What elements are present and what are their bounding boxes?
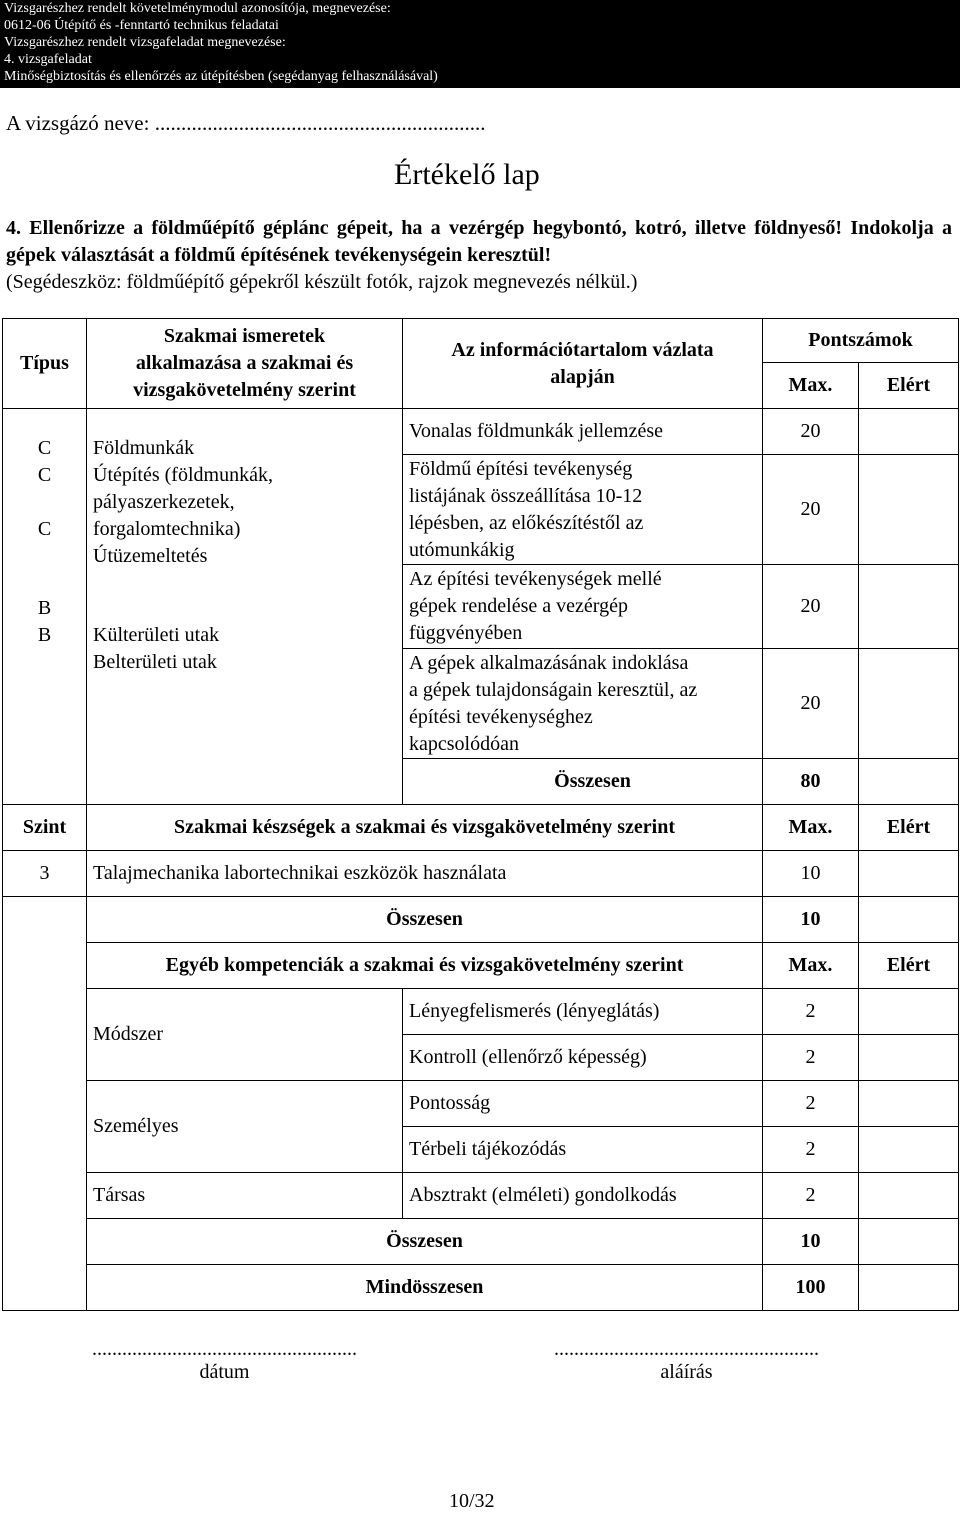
candidate-name-line: A vizsgázó neve: ............................................................... — [6, 111, 486, 135]
page-title: Értékelő lap — [394, 158, 540, 191]
competency-max: 2 — [763, 1035, 859, 1081]
skill-achieved — [859, 851, 959, 897]
competency-achieved — [859, 1173, 959, 1219]
signature-block — [554, 1338, 819, 1384]
signature-dots: ..................................................... — [554, 1338, 819, 1360]
info-header: Az információtartalom vázlata alapján — [403, 319, 763, 409]
competency-achieved — [859, 1035, 959, 1081]
item-achieved — [859, 409, 959, 455]
item-text: Földmű építési tevékenység listájának összeállítása 10-12 lépésben, az előkészítéstől az utómunkákig — [403, 455, 763, 565]
total-label: Összesen — [403, 759, 763, 805]
header-line: 4. vizsgafeladat — [4, 52, 92, 67]
total-label: Összesen — [87, 1219, 763, 1265]
points-header: Pontszámok — [763, 319, 959, 363]
item-max: 20 — [763, 455, 859, 565]
date-label: dátum — [199, 1361, 250, 1383]
competency-group-personal: Személyes — [87, 1081, 403, 1173]
item-achieved — [859, 649, 959, 759]
achieved-header: Elért — [859, 805, 959, 851]
grand-total-achieved — [859, 1265, 959, 1311]
competency-max: 2 — [763, 1127, 859, 1173]
task-note: (Segédeszköz: földműépítő gépekről készült fotók, rajzok megnevezés nélkül.) — [6, 271, 638, 293]
task-description — [6, 215, 952, 296]
total-label: Összesen — [87, 897, 763, 943]
competency-group-social: Társas — [87, 1173, 403, 1219]
level-header: Szint — [3, 805, 87, 851]
evaluation-table — [2, 318, 959, 1311]
max-header: Max. — [763, 805, 859, 851]
total-max: 10 — [763, 1219, 859, 1265]
total-max: 80 — [763, 759, 859, 805]
total-achieved — [859, 1219, 959, 1265]
skill-text: Talajmechanika labortechnikai eszközök használata — [87, 851, 763, 897]
item-max: 20 — [763, 565, 859, 649]
max-header: Max. — [763, 363, 859, 409]
competency-achieved — [859, 989, 959, 1035]
total-achieved — [859, 759, 959, 805]
competency-text: Absztrakt (elméleti) gondolkodás — [403, 1173, 763, 1219]
item-max: 20 — [763, 649, 859, 759]
competency-text: Lényegfelismerés (lényeglátás) — [403, 989, 763, 1035]
competency-group-method: Módszer — [87, 989, 403, 1081]
item-text: A gépek alkalmazásának indoklása a gépek tulajdonságain keresztül, az építési tevékenységhez kapcsolódóan — [403, 649, 763, 759]
max-header: Max. — [763, 943, 859, 989]
skill-max: 10 — [763, 851, 859, 897]
signature-label: aláírás — [660, 1361, 713, 1383]
document-header — [0, 0, 960, 88]
skill-level: 3 — [3, 851, 87, 897]
total-max: 10 — [763, 897, 859, 943]
header-line: Minőségbiztosítás és ellenőrzés az útépítésben (segédanyag felhasználásával) — [4, 69, 438, 84]
task-number: 4. — [6, 217, 21, 239]
achieved-header: Elért — [859, 943, 959, 989]
competency-text: Pontosság — [403, 1081, 763, 1127]
task-text: Ellenőrizze a földműépítő géplánc gépeit, ha a vezérgép hegybontó, kotró, illetve földnyeső! Indokolja a gépek választását a földmű építésének tevékenységein keresztül! — [6, 217, 952, 266]
empty-cell — [3, 897, 87, 989]
item-max: 20 — [763, 409, 859, 455]
competencies-header: Egyéb kompetenciák a szakmai és vizsgakövetelmény szerint — [87, 943, 763, 989]
header-line: 0612-06 Útépítő és -fenntartó technikus feladatai — [4, 18, 279, 33]
date-dots: ..................................................... — [92, 1338, 357, 1360]
grand-total-max: 100 — [763, 1265, 859, 1311]
date-signature — [92, 1338, 357, 1384]
item-achieved — [859, 565, 959, 649]
competency-text: Kontroll (ellenőrző képesség) — [403, 1035, 763, 1081]
header-line: Vizsgarészhez rendelt vizsgafeladat megnevezése: — [4, 35, 286, 50]
competency-achieved — [859, 1127, 959, 1173]
skills-header: Szakmai készségek a szakmai és vizsgakövetelmény szerint — [87, 805, 763, 851]
competency-max: 2 — [763, 1173, 859, 1219]
type-header: Típus — [3, 319, 87, 409]
total-achieved — [859, 897, 959, 943]
item-text: Vonalas földmunkák jellemzése — [403, 409, 763, 455]
competency-max: 2 — [763, 1081, 859, 1127]
item-achieved — [859, 455, 959, 565]
type-cell: C C C B B — [3, 409, 87, 805]
knowledge-header: Szakmai ismeretek alkalmazása a szakmai és vizsgakövetelmény szerint — [87, 319, 403, 409]
topic-cell: Földmunkák Útépítés (földmunkák, pályaszerkezetek, forgalomtechnika) Útüzemeltetés Külterületi utak Belterületi utak — [87, 409, 403, 805]
competency-achieved — [859, 1081, 959, 1127]
item-text: Az építési tevékenységek mellé gépek rendelése a vezérgép függvényében — [403, 565, 763, 649]
page-number: 10/32 — [449, 1490, 495, 1512]
header-line: Vizsgarészhez rendelt követelménymodul azonosítója, megnevezése: — [4, 1, 391, 16]
achieved-header: Elért — [859, 363, 959, 409]
grand-total-label: Mindösszesen — [87, 1265, 763, 1311]
competency-text: Térbeli tájékozódás — [403, 1127, 763, 1173]
competency-max: 2 — [763, 989, 859, 1035]
empty-cell — [3, 989, 87, 1311]
